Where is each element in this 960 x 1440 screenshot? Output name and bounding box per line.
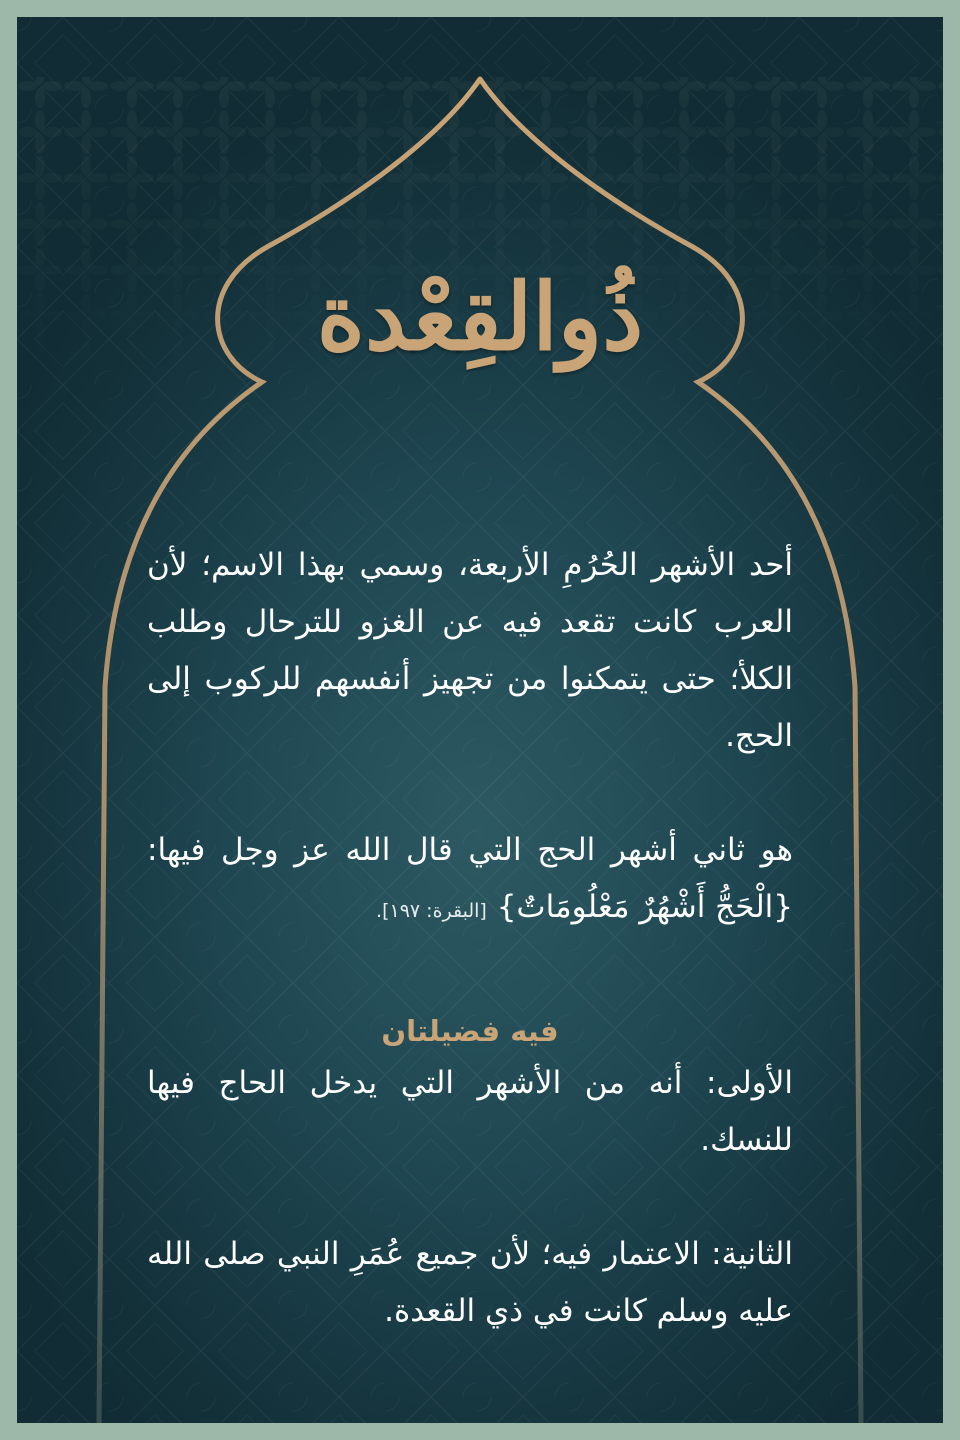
article-body xyxy=(147,537,793,1340)
hajj-paragraph xyxy=(147,822,793,940)
second-virtue: الثانية: الاعتمار فيه؛ لأن جميع عُمَرِ النبي صلى الله عليه وسلم كانت في ذي القعدة. xyxy=(147,1236,793,1329)
virtues-heading: فيه فضيلتان xyxy=(381,1014,559,1048)
first-virtue: الأولى: أنه من الأشهر التي يدخل الحاج فيها للنسك. xyxy=(147,1065,793,1158)
intro-paragraph: أحد الأشهر الحُرُمِ الأربعة، وسمي بهذا الاسم؛ لأن العرب كانت تقعد فيه عن الغزو للترحال وطلب الكلأ؛ حتى يتمكنوا من تجهيز أنفسهم للركوب إلى الحج. xyxy=(147,547,793,754)
quran-verse: {الْحَجُّ أَشْهُرٌ مَعْلُومَاتٌ} xyxy=(496,889,793,925)
verse-reference: [البقرة: ١٩٧]. xyxy=(376,900,487,922)
card-frame xyxy=(17,17,943,1423)
hajj-text: هو ثاني أشهر الحج التي قال الله عز وجل فيها: xyxy=(147,832,793,868)
title-calligraphy xyxy=(297,232,663,402)
page-title: ذُوالقِعْدة xyxy=(316,263,644,371)
